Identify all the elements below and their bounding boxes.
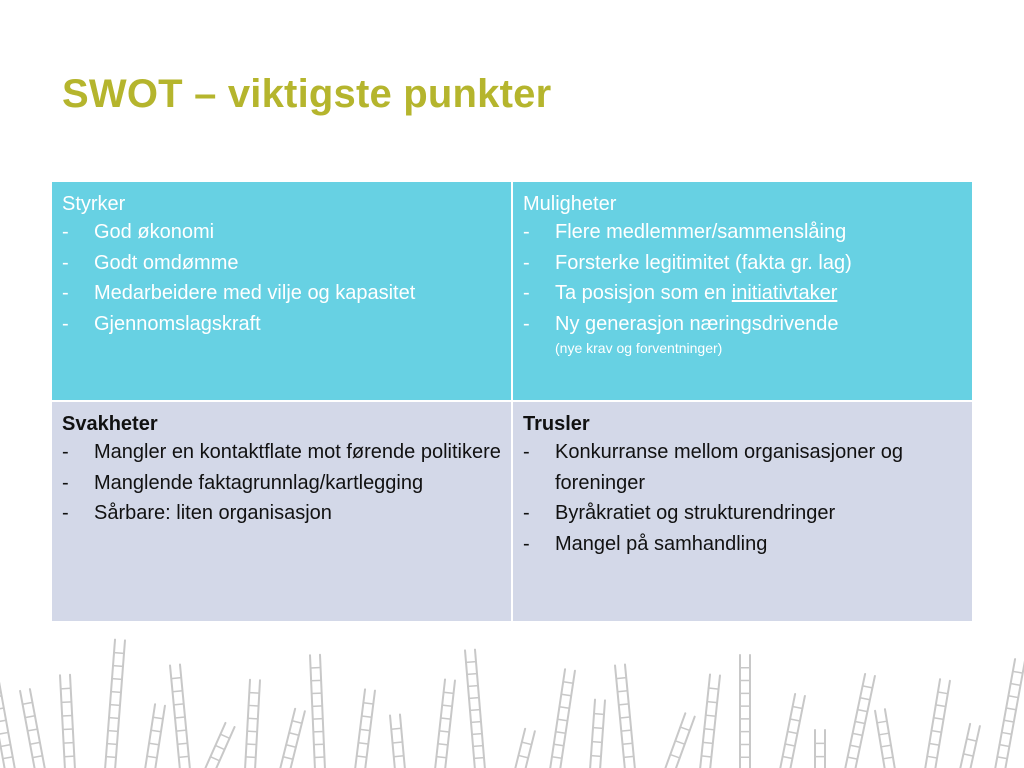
list-item: - Godt omdømme [62,248,501,279]
list-item: - Forsterke legitimitet (fakta gr. lag) [523,248,962,279]
list-item-text: Ny generasjon næringsdrivende [555,312,839,335]
list-item: - Medarbeidere med vilje og kapasitet [62,278,501,309]
strengths-list [62,217,501,339]
opportunities-cell [513,182,972,400]
strengths-cell [52,182,511,400]
list-item [523,309,962,358]
list-item: - Sårbare: liten organisasjon [62,498,501,529]
swot-table [52,182,973,623]
initiativtaker-link[interactable]: initiativtaker [731,282,838,304]
list-item-note: (nye krav og forventninger) [555,340,723,356]
threats-list [523,437,962,559]
list-item: - Byråkratiet og strukturendringer [523,498,962,529]
slide-title: SWOT – viktigste punkter [62,72,552,116]
list-item [523,278,962,309]
strengths-heading: Styrker [62,193,126,215]
list-item: - Gjennomslagskraft [62,309,501,340]
weaknesses-list [62,437,501,529]
weaknesses-heading: Svakheter [62,413,158,435]
list-item: - God økonomi [62,217,501,248]
list-item: - Flere medlemmer/sammenslåing [523,217,962,248]
list-item: - Manglende faktagrunnlag/kartlegging [62,468,501,499]
list-item-text: Ta posisjon som en [555,282,732,304]
ladders-image [0,620,1024,768]
list-item: - Mangler en kontaktflate mot førende politikere [62,437,501,468]
threats-heading: Trusler [523,413,590,435]
opportunities-heading: Muligheter [523,193,617,215]
threats-cell [513,402,972,621]
list-item: - Mangel på samhandling [523,529,962,560]
opportunities-list [523,217,962,357]
weaknesses-cell [52,402,511,621]
list-item: - Konkurranse mellom organisasjoner og foreninger [523,437,962,498]
